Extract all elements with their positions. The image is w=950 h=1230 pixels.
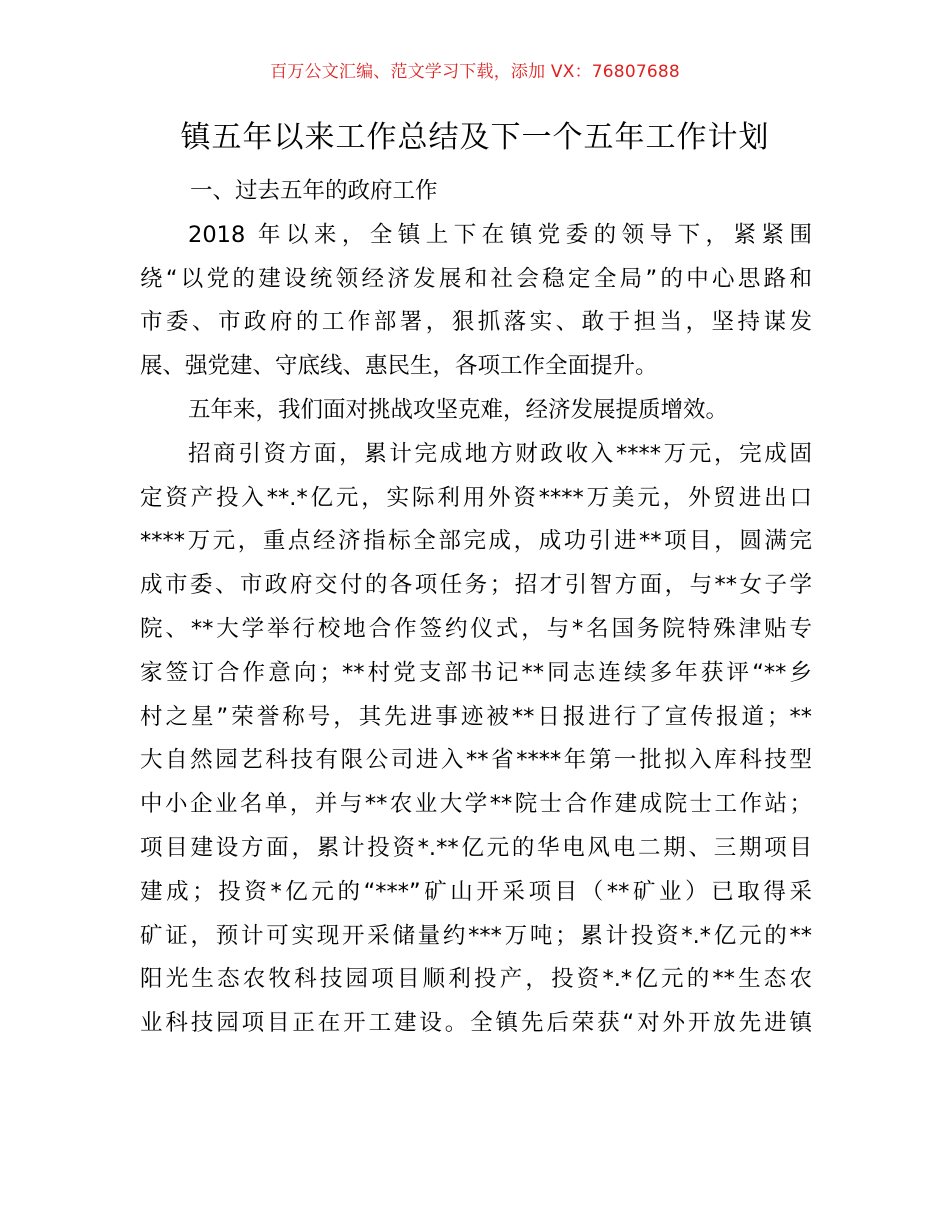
paragraph-line: 业科技园项目正在开工建设。全镇先后荣获“对外开放先进镇	[140, 1010, 812, 1037]
paragraph-line: 家签订合作意向；**村党支部书记**同志连续多年获评“**乡	[140, 659, 812, 686]
watermark-banner: 百万公文汇编、范文学习下载，添加 VX：76807688	[270, 62, 680, 82]
paragraph-details	[140, 433, 812, 1046]
document-body	[140, 170, 812, 1046]
paragraph-line: 绕“以党的建设统领经济发展和社会稳定全局”的中心思路和	[140, 265, 812, 292]
paragraph-line: 阳光生态农牧科技园项目顺利投产，投资*.*亿元的**生态农	[140, 966, 812, 993]
paragraph-line: 矿证，预计可实现开采储量约***万吨；累计投资*.*亿元的**	[140, 922, 812, 949]
paragraph-line: 项目建设方面，累计投资*.**亿元的华电风电二期、三期项目	[140, 834, 812, 861]
document-title: 镇五年以来工作总结及下一个五年工作计划	[180, 120, 770, 155]
paragraph-summary	[140, 389, 812, 433]
paragraph-line: 院、**大学举行校地合作签约仪式，与*名国务院特殊津贴专	[140, 615, 812, 642]
paragraph-line: 成市委、市政府交付的各项任务；招才引智方面，与**女子学	[140, 572, 812, 599]
paragraph-line: 市委、市政府的工作部署，狠抓落实、敢于担当，坚持谋发	[140, 309, 812, 336]
paragraph-line: 展、强党建、守底线、惠民生，各项工作全面提升。	[140, 353, 658, 380]
section-heading: 一、过去五年的政府工作	[190, 178, 438, 204]
paragraph-line: 五年来，我们面对挑战攻坚克难，经济发展提质增效。	[188, 396, 729, 423]
paragraph-line: 大自然园艺科技有限公司进入**省****年第一批拟入库科技型	[140, 747, 812, 774]
paragraph-line: 2018 年以来，全镇上下在镇党委的领导下，紧紧围	[188, 221, 812, 248]
paragraph-line: 定资产投入**.*亿元，实际利用外资****万美元，外贸进出口	[140, 484, 812, 511]
paragraph-line: 村之星”荣誉称号，其先进事迹被**日报进行了宣传报道；**	[140, 703, 812, 730]
paragraph-line: 招商引资方面，累计完成地方财政收入****万元，完成固	[188, 440, 812, 467]
paragraph-intro	[140, 214, 812, 389]
paragraph-line: ****万元，重点经济指标全部完成，成功引进**项目，圆满完	[140, 528, 812, 555]
paragraph-line: 中小企业名单，并与**农业大学**院士合作建成院士工作站；	[140, 791, 812, 818]
paragraph-line: 建成；投资*亿元的“***”矿山开采项目（**矿业）已取得采	[140, 878, 812, 905]
